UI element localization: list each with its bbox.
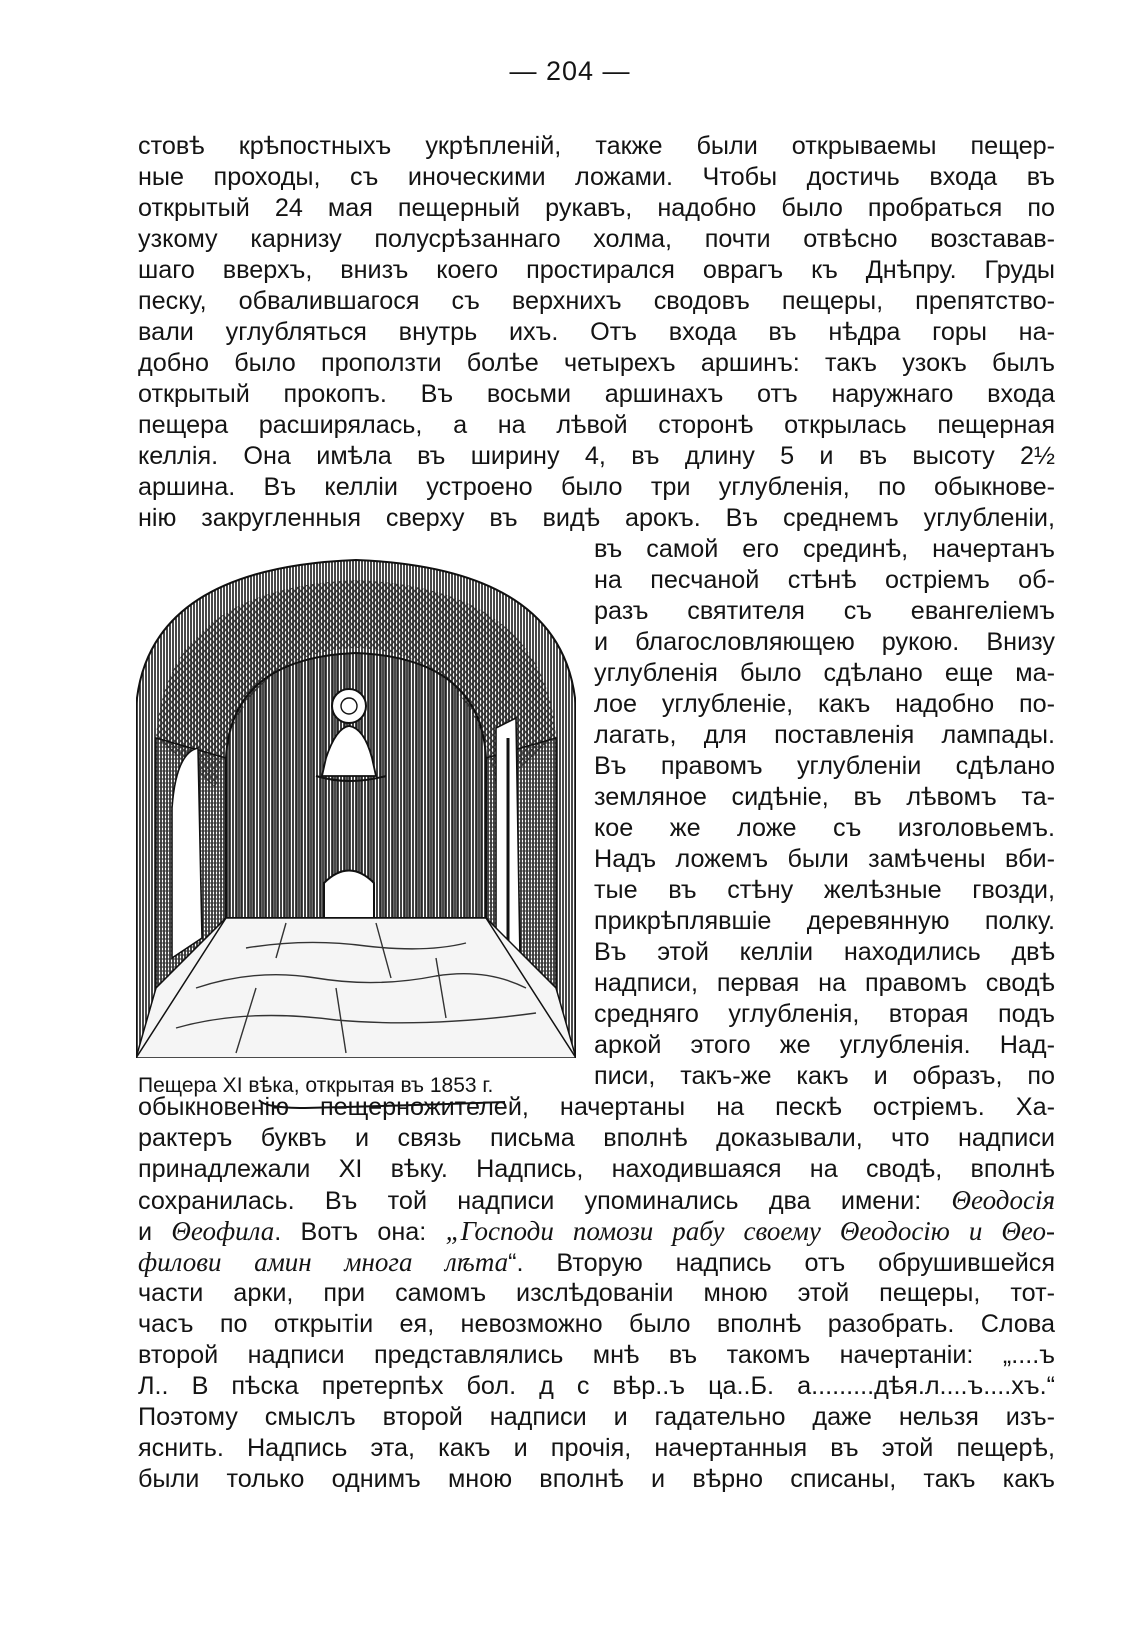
text-line: разъ святителя съ евангеліемъ: [594, 597, 1055, 625]
text-line: надписи, первая на правомъ сводѣ: [594, 969, 1055, 997]
text-line: лагать, для поставленія лампады.: [594, 721, 1055, 749]
text-line: открытый прокопъ. Въ восьми аршинахъ отъ наружнаго входа: [138, 380, 1055, 408]
text-line: яснить. Надпись эта, какъ и прочія, начертанныя въ этой пещерѣ,: [138, 1434, 1055, 1462]
text-line: [138, 1185, 1055, 1216]
italic-prayer: „Господи помози рабу своему Θеодосію и Θео-: [445, 1216, 1056, 1246]
text-line: аршина. Въ келліи устроено было три углубленія, по обыкнове-: [138, 473, 1055, 501]
text-line: Л.. В пѣска претерпѣх бол. д с вѣр..ъ ца..Б. а.........дѣя.л....ъ....хъ.“: [138, 1372, 1055, 1400]
text-line: шаго вверхъ, внизъ коего простирался оврагъ къ Днѣпру. Груды: [138, 256, 1055, 284]
text-line: тые въ стѣну желѣзные гвозди,: [594, 876, 1055, 904]
text-line: на песчаной стѣнѣ остріемъ об-: [594, 566, 1055, 594]
text-line: принадлежали XI вѣку. Надпись, находившаяся на сводѣ, вполнѣ: [138, 1155, 1055, 1183]
text-line: Поэтому смыслъ второй надписи и гадательно даже нельзя изъ-: [138, 1403, 1055, 1431]
text-line: лое углубленіе, какъ надобно по-: [594, 690, 1055, 718]
text-line: [138, 1247, 1055, 1278]
text-line: и благословляющею рукою. Внизу: [594, 628, 1055, 656]
text-span: и: [138, 1218, 153, 1246]
text-line: вали углубляться внутрь ихъ. Отъ входа въ нѣдра горы на-: [138, 318, 1055, 346]
text-span: сохранилась. Въ той надписи упоминались два имени:: [138, 1187, 922, 1215]
text-line: келлія. Она имѣла въ ширину 4, въ длину 5 и въ высоту 2½: [138, 442, 1055, 470]
text-line: углубленія было сдѣлано еще ма-: [594, 659, 1055, 687]
text-line: песку, обвалившагося съ верхнихъ сводовъ пещеры, препятство-: [138, 287, 1055, 315]
text-line: добно было проползти болѣе четырехъ аршинъ: такъ узокъ былъ: [138, 349, 1055, 377]
text-span: . Вотъ она:: [274, 1218, 427, 1246]
text-line: ные проходы, съ иноческими ложами. Чтобы достичь входа въ: [138, 163, 1055, 191]
text-line: средняго углубленія, вторая подъ: [594, 1000, 1055, 1028]
text-line: Надъ ложемъ были замѣчены вби-: [594, 845, 1055, 873]
text-line: [138, 1216, 1055, 1247]
page-number: — 204 —: [509, 56, 631, 86]
text-line: узкому карнизу полусрѣзаннаго холма, почти отвѣсно возставав-: [138, 225, 1055, 253]
text-line: кое же ложе съ изголовьемъ.: [594, 814, 1055, 842]
text-line: прикрѣплявшіе деревянную полку.: [594, 907, 1055, 935]
italic-prayer: филови амин многа лѣта: [138, 1247, 509, 1277]
text-line: второй надписи представлялись мнѣ въ такомъ начертаніи: „....ъ: [138, 1341, 1055, 1369]
text-line: стовѣ крѣпостныхъ укрѣпленій, также были открываемы пещер-: [138, 132, 1055, 160]
figure-caption: Пещера XI вѣка, открытая въ 1853 г.: [138, 1074, 494, 1097]
text-span: “. Вторую надпись отъ обрушившейся: [508, 1249, 1056, 1277]
text-line: были только однимъ мною вполнѣ и вѣрно списаны, такъ какъ: [138, 1465, 1055, 1493]
italic-name: Θеофила: [171, 1216, 275, 1246]
text-line: Въ правомъ углубленіи сдѣлано: [594, 752, 1055, 780]
text-line: часъ по открытіи ея, невозможно было вполнѣ разобрать. Слова: [138, 1310, 1055, 1338]
text-line: рактеръ буквъ и связь письма вполнѣ доказывали, что надписи: [138, 1124, 1055, 1152]
text-line: въ самой его срединѣ, начертанъ: [594, 535, 1055, 563]
text-line: пещера расширялась, а на лѣвой сторонѣ открылась пещерная: [138, 411, 1055, 439]
text-line: части арки, при самомъ изслѣдованіи мною этой пещеры, тот-: [138, 1279, 1055, 1307]
text-line: Въ этой келліи находились двѣ: [594, 938, 1055, 966]
text-line: нію закругленныя сверху въ видѣ арокъ. Въ среднемъ углубленіи,: [138, 504, 1055, 532]
cave-engraving: [136, 558, 576, 1058]
text-line: открытый 24 мая пещерный рукавъ, надобно было пробраться по: [138, 194, 1055, 222]
text-line: аркой этого же углубленія. Над-: [594, 1031, 1055, 1059]
text-line: писи, такъ-же какъ и образъ, по: [594, 1062, 1055, 1090]
text-line: земляное сидѣніе, въ лѣвомъ та-: [594, 783, 1055, 811]
italic-name: Θеодосія: [951, 1185, 1055, 1215]
text-line: обыкновенію пещерножителей, начертаны на пескѣ остріемъ. Ха-: [138, 1093, 1055, 1121]
